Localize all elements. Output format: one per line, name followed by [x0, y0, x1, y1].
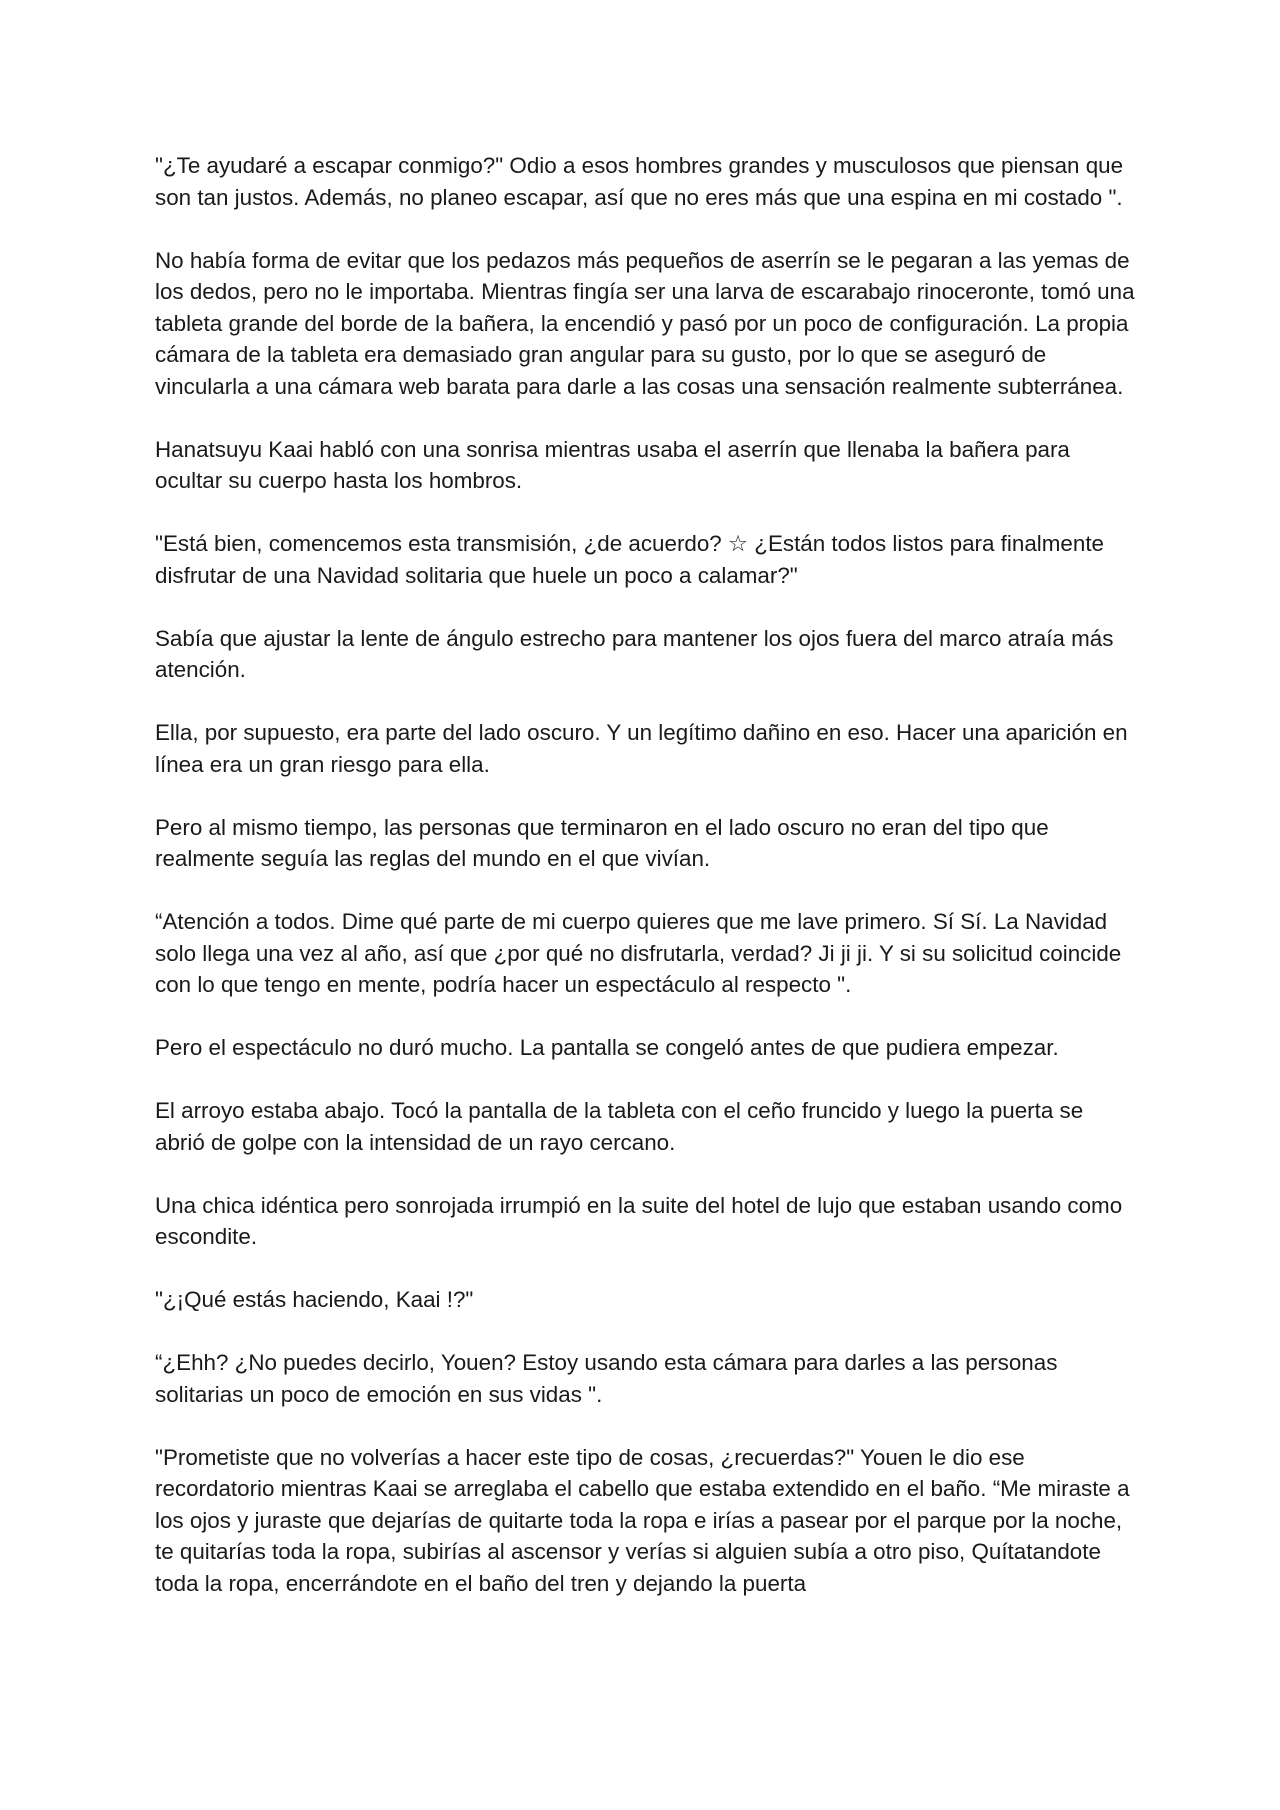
paragraph: "¿Te ayudaré a escapar conmigo?" Odio a esos hombres grandes y musculosos que piensan que son tan justos. Además, no planeo escapar, así que no eres más que una espina en mi costado ".	[155, 153, 1124, 210]
paragraph: Una chica idéntica pero sonrojada irrumpió en la suite del hotel de lujo que estaban usando como escondite.	[155, 1192, 1123, 1249]
paragraph: “¿Ehh? ¿No puedes decirlo, Youen? Estoy usando esta cámara para darles a las personas solitarias un poco de emoción en sus vidas ".	[155, 1350, 1058, 1407]
paragraph: "Prometiste que no volverías a hacer este tipo de cosas, ¿recuerdas?" Youen le dio ese recordatorio mientras Kaai se arreglaba el cabello que estaba extendido en el baño. “Me miraste a los ojos y juraste que dejarías de quitarte toda la ropa e irías a pasear por el parque por la noche, te quitarías toda la ropa, subirías al ascensor y verías si alguien subía a otro piso, Quítatandote toda la ropa, encerrándote en el baño del tren y dejando la puerta	[155, 1444, 1130, 1596]
paragraph: Sabía que ajustar la lente de ángulo estrecho para mantener los ojos fuera del marco atraía más atención.	[155, 625, 1114, 682]
paragraph: Hanatsuyu Kaai habló con una sonrisa mientras usaba el aserrín que llenaba la bañera para ocultar su cuerpo hasta los hombros.	[155, 436, 1070, 493]
paragraph: No había forma de evitar que los pedazos más pequeños de aserrín se le pegaran a las yemas de los dedos, pero no le importaba. Mientras fingía ser una larva de escarabajo rinoceronte, tomó una tableta grande del borde de la bañera, la encendió y pasó por un poco de configuración. La propia cámara de la tableta era demasiado gran angular para su gusto, por lo que se aseguró de vincularla a una cámara web barata para darle a las cosas una sensación realmente subterránea.	[155, 247, 1135, 399]
paragraph: Pero el espectáculo no duró mucho. La pantalla se congeló antes de que pudiera empezar.	[155, 1035, 1059, 1060]
paragraph: Ella, por supuesto, era parte del lado oscuro. Y un legítimo dañino en eso. Hacer una aparición en línea era un gran riesgo para ella.	[155, 720, 1128, 777]
paragraph: El arroyo estaba abajo. Tocó la pantalla de la tableta con el ceño fruncido y luego la puerta se abrió de golpe con la intensidad de un rayo cercano.	[155, 1098, 1084, 1155]
paragraph: “Atención a todos. Dime qué parte de mi cuerpo quieres que me lave primero. Sí Sí. La Navidad solo llega una vez al año, así que ¿por qué no disfrutarla, verdad? Ji ji ji. Y si su solicitud coincide con lo que tengo en mente, podría hacer un espectáculo al respecto ".	[155, 909, 1122, 997]
paragraph: Pero al mismo tiempo, las personas que terminaron en el lado oscuro no eran del tipo que realmente seguía las reglas del mundo en el que vivían.	[155, 814, 1049, 871]
paragraph: "¿¡Qué estás haciendo, Kaai !?"	[155, 1287, 474, 1312]
paragraph: "Está bien, comencemos esta transmisión, ¿de acuerdo? ☆ ¿Están todos listos para finalmente disfrutar de una Navidad solitaria que huele un poco a calamar?"	[155, 531, 1104, 588]
document-page	[155, 150, 1135, 1631]
